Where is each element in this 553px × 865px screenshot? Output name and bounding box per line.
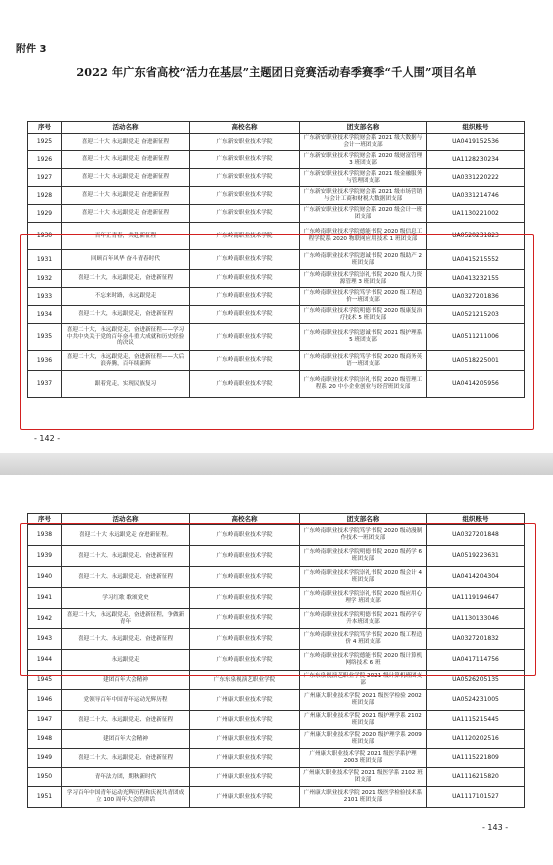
cell-activity: 学习红歌 歌颂党史 [62,588,190,609]
table-row [28,768,525,787]
table-row [28,187,525,205]
page-number-143: - 143 - [482,823,509,832]
table-row [28,609,525,629]
cell-no: 1938 [28,525,62,546]
table-row [28,711,525,730]
cell-code: UA1128230234 [427,151,525,169]
project-list-table-page-143 [27,513,525,808]
cell-activity: 喜迎二十大、永远跟党走、奋进新征程 [62,711,190,730]
cell-branch: 广东新安职业技术学院财会系 2021 级市场营销与会计工商和财税大数据团支部 [300,187,427,205]
cell-no: 1934 [28,306,62,324]
document-title: 2022 年广东省高校“活力在基层”主题团日竞赛活动春季赛季“千人围”项目名单 [76,65,477,79]
cell-no: 1940 [28,567,62,588]
cell-school: 广东岭南职业技术学院 [190,371,300,398]
cell-no: 1943 [28,629,62,650]
cell-code: UA0327201832 [427,629,525,650]
cell-school: 广东岭南职业技术学院 [190,324,300,351]
table-row [28,567,525,588]
cell-branch: 广东岭南职业技术学院明德书院 2020 级康复治疗技术 5 班团支部 [300,306,427,324]
cell-no: 1951 [28,787,62,808]
cell-activity: 喜迎二十大、永远跟党走、奋进新征程 [62,749,190,768]
header-no: 序号 [28,122,62,134]
cell-code: UA0417114756 [427,650,525,671]
cell-code: UA0331220222 [427,169,525,187]
cell-branch: 广东岭南职业技术学院崇礼书院 2020 级管理工程系 20 中小企业创业与经营班团支部 [300,371,427,398]
table-row [28,205,525,223]
table-row [28,650,525,671]
header-branch: 团支部名称 [300,122,427,134]
cell-no: 1949 [28,749,62,768]
cell-school: 广东岭南职业技术学院 [190,609,300,629]
attachment-label: 附件 3 [16,44,47,55]
table-row [28,525,525,546]
table-row [28,270,525,288]
cell-school: 广东岭南职业技术学院 [190,223,300,250]
cell-activity: 永远跟党走 [62,650,190,671]
header-code: 组织账号 [427,514,525,525]
cell-school: 广东新安职业技术学院 [190,169,300,187]
cell-activity: 不忘来时路，永远跟党走 [62,288,190,306]
table-row [28,730,525,749]
table-row [28,371,525,398]
table-row [28,787,525,808]
table-header-row [28,514,525,525]
cell-activity: 喜迎二十大、永远跟党走、奋进新征程 [62,546,190,567]
cell-branch: 广东岭南职业技术学院德能书院 2020 级计算机网络技术 6 班 [300,650,427,671]
table-row [28,690,525,711]
cell-school: 广东新安职业技术学院 [190,151,300,169]
cell-school: 广东岭南职业技术学院 [190,288,300,306]
cell-school: 广东岭南职业技术学院 [190,588,300,609]
table-row [28,169,525,187]
cell-school: 广东岭南职业技术学院 [190,270,300,288]
cell-code: UA0331214746 [427,187,525,205]
cell-code: UA1115221809 [427,749,525,768]
cell-no: 1946 [28,690,62,711]
cell-school: 广东岭南职业技术学院 [190,546,300,567]
cell-activity: 喜迎二十大，永远跟党走，奋进新征程，争做新青年 [62,609,190,629]
cell-activity: 喜迎二十大 永远跟党走 奋进新征程 [62,187,190,205]
cell-code: UA0518225001 [427,351,525,371]
cell-branch: 广东新安职业技术学院财会系 2020 级财富管理 3 班团支部 [300,151,427,169]
cell-code: UA0413232155 [427,270,525,288]
cell-branch: 广州康大职业技术学院 2021 级医学检验 2002 班团支部 [300,690,427,711]
cell-code: UA0327201848 [427,525,525,546]
table-row [28,288,525,306]
cell-code: UA0415215552 [427,250,525,270]
cell-branch: 广东岭南职业技术学院明德书院 2020 级药学 6 班团支部 [300,546,427,567]
cell-activity: 喜迎二十大 永远跟党走 奋进新征程 [62,134,190,151]
cell-school: 广东岭南职业技术学院 [190,650,300,671]
cell-branch: 广东岭南职业技术学院恩诚书院 2021 级护理系 5 班团支部 [300,324,427,351]
cell-no: 1942 [28,609,62,629]
table-row [28,629,525,650]
cell-branch: 广东岭南职业技术学院崇礼书院 2020 级会计 4 班团支部 [300,567,427,588]
cell-school: 广东岭南职业技术学院 [190,629,300,650]
cell-activity: 回顾百年风华 奋斗青春时代 [62,250,190,270]
cell-code: UA0526205135 [427,671,525,690]
cell-code: UA0524231005 [427,690,525,711]
cell-code: UA1116215820 [427,768,525,787]
cell-no: 1936 [28,351,62,371]
cell-activity: 喜迎二十大，永远跟党走，奋进新征程——大后浪奔腾，百年续新辉 [62,351,190,371]
cell-activity: 跟着党走，实现民族复习 [62,371,190,398]
table-row [28,351,525,371]
cell-activity: 建团百年大会精神 [62,671,190,690]
page-number-142: - 142 - [34,434,61,443]
cell-activity: 青年法力团，期秋新时代 [62,768,190,787]
cell-activity: 喜迎二十大、永远跟党走、奋进新征程 [62,567,190,588]
cell-no: 1931 [28,250,62,270]
cell-activity: 喜迎二十大 永远跟党走 奋进新征程 [62,169,190,187]
cell-no: 1948 [28,730,62,749]
cell-no: 1941 [28,588,62,609]
cell-activity: 喜迎二十大、永远跟党走、奋进新征程 [62,629,190,650]
table-row [28,151,525,169]
cell-activity: 喜迎二十大 永远跟党走 奋进新征程。 [62,525,190,546]
cell-branch: 广东岭南职业技术学院崇礼书院 2020 级应用心理学 班团支部 [300,588,427,609]
cell-branch: 广东岭南职业技术学院德能书院 2020 级信息工程学院系 2020 物联网应用技术 1 班团支部 [300,223,427,250]
cell-code: UA0521215203 [427,306,525,324]
cell-branch: 广东岭南职业技术学院笃学书院 2020 级工程造价 4 班团支部 [300,629,427,650]
cell-no: 1935 [28,324,62,351]
cell-branch: 广州康大职业技术学院 2021 级医学系护理 2003 班团支部 [300,749,427,768]
header-school: 高校名称 [190,122,300,134]
table-header-row [28,122,525,134]
cell-code: UA0327201836 [427,288,525,306]
cell-no: 1944 [28,650,62,671]
cell-school: 广东新安职业技术学院 [190,205,300,223]
cell-branch: 广东新安职业技术学院财会系 2021 级金融服务与管理团支部 [300,169,427,187]
cell-code: UA1119194647 [427,588,525,609]
header-activity: 活动名称 [62,514,190,525]
cell-branch: 广州康大职业技术学院 2021 级护理学系 2102 班团支部 [300,711,427,730]
cell-branch: 广东岭南职业技术学院笃学书院 2020 级工程造价一班团支部 [300,288,427,306]
cell-school: 广州康大职业技术学院 [190,749,300,768]
header-activity: 活动名称 [62,122,190,134]
cell-no: 1925 [28,134,62,151]
cell-activity: 党领导百年中国青年运动光辉历程 [62,690,190,711]
cell-activity: 学习百年中国青年运动光辉历程和庆祝共青团成立 100 周年大会的讲话 [62,787,190,808]
cell-branch: 广东新安职业技术学院财会系 2020 级会计一班团支部 [300,205,427,223]
cell-school: 广州康大职业技术学院 [190,711,300,730]
cell-school: 广州康大职业技术学院 [190,787,300,808]
cell-branch: 广州康大职业技术学院 2021 级医学系 2102 班团支部 [300,768,427,787]
cell-activity: 喜迎二十大，永远跟党走，奋进新征程 [62,306,190,324]
cell-branch: 广东东泉视演艺职业学院 2021 级计算机班团支部 [300,671,427,690]
cell-code: UA0419152536 [427,134,525,151]
cell-code: UA0414205956 [427,371,525,398]
cell-school: 广东岭南职业技术学院 [190,250,300,270]
cell-code: UA1115215445 [427,711,525,730]
cell-school: 广东新安职业技术学院 [190,187,300,205]
cell-no: 1947 [28,711,62,730]
table-row [28,671,525,690]
cell-code: UA0520231823 [427,223,525,250]
cell-no: 1930 [28,223,62,250]
cell-branch: 广东岭南职业技术学院崇礼书院 2020 级人力资源管理 3 班团支部 [300,270,427,288]
cell-school: 广州康大职业技术学院 [190,730,300,749]
table-row [28,250,525,270]
cell-activity: 喜迎二十大 永远跟党走 奋进新征程 [62,205,190,223]
cell-code: UA1130221002 [427,205,525,223]
cell-school: 广东岭南职业技术学院 [190,306,300,324]
table-row [28,324,525,351]
header-branch: 团支部名称 [300,514,427,525]
cell-no: 1927 [28,169,62,187]
cell-school: 广东新安职业技术学院 [190,134,300,151]
cell-activity: 建团百年大会精神 [62,730,190,749]
cell-no: 1937 [28,371,62,398]
cell-activity: 喜迎二十大，永远跟党走，奋进新征程 [62,270,190,288]
table-row [28,546,525,567]
table-row [28,306,525,324]
cell-no: 1932 [28,270,62,288]
cell-code: UA0511211006 [427,324,525,351]
cell-activity: 喜迎二十大 永远跟党走 奋进新征程 [62,151,190,169]
table-row [28,749,525,768]
cell-branch: 广州康大职业技术学院 2021 级医学检验技术系 2101 班团支部 [300,787,427,808]
cell-activity: 喜迎二十大，永远跟党走，奋进新征程——学习中共中央关于党的百年奋斗重大成就和历史经验的决议 [62,324,190,351]
cell-code: UA0519223631 [427,546,525,567]
cell-no: 1933 [28,288,62,306]
project-list-table-page-142 [27,121,525,398]
cell-code: UA0414204304 [427,567,525,588]
document-page-143 [0,475,553,865]
cell-branch: 广东岭南职业技术学院恩诚书院 2020 级助产 2 班团支部 [300,250,427,270]
header-school: 高校名称 [190,514,300,525]
cell-branch: 广东岭南职业技术学院笃学书院 2020 级商务英语一班团支部 [300,351,427,371]
cell-no: 1950 [28,768,62,787]
cell-no: 1926 [28,151,62,169]
cell-school: 广东岭南职业技术学院 [190,567,300,588]
cell-branch: 广东岭南职业技术学院明德书院 2021 级药学专升本班团支部 [300,609,427,629]
cell-no: 1945 [28,671,62,690]
page-gap [0,453,553,475]
cell-school: 广东东泉视演艺职业学院 [190,671,300,690]
cell-code: UA1130133046 [427,609,525,629]
table-row [28,223,525,250]
cell-branch: 广东新安职业技术学院财会系 2021 级大数据与会计一班团支部 [300,134,427,151]
cell-code: UA1117101527 [427,787,525,808]
cell-school: 广州康大职业技术学院 [190,690,300,711]
cell-code: UA1120202516 [427,730,525,749]
cell-no: 1928 [28,187,62,205]
cell-no: 1939 [28,546,62,567]
cell-no: 1929 [28,205,62,223]
cell-school: 广东岭南职业技术学院 [190,351,300,371]
cell-school: 广州康大职业技术学院 [190,768,300,787]
cell-branch: 广州康大职业技术学院 2020 级护理学系 2009 班团支部 [300,730,427,749]
cell-activity: 百年正青春，共赴新征程 [62,223,190,250]
header-no: 序号 [28,514,62,525]
cell-school: 广东岭南职业技术学院 [190,525,300,546]
table-row [28,588,525,609]
cell-branch: 广东岭南职业技术学院笃学书院 2020 级动漫制作技术一班团支部 [300,525,427,546]
table-row [28,134,525,151]
header-code: 组织账号 [427,122,525,134]
